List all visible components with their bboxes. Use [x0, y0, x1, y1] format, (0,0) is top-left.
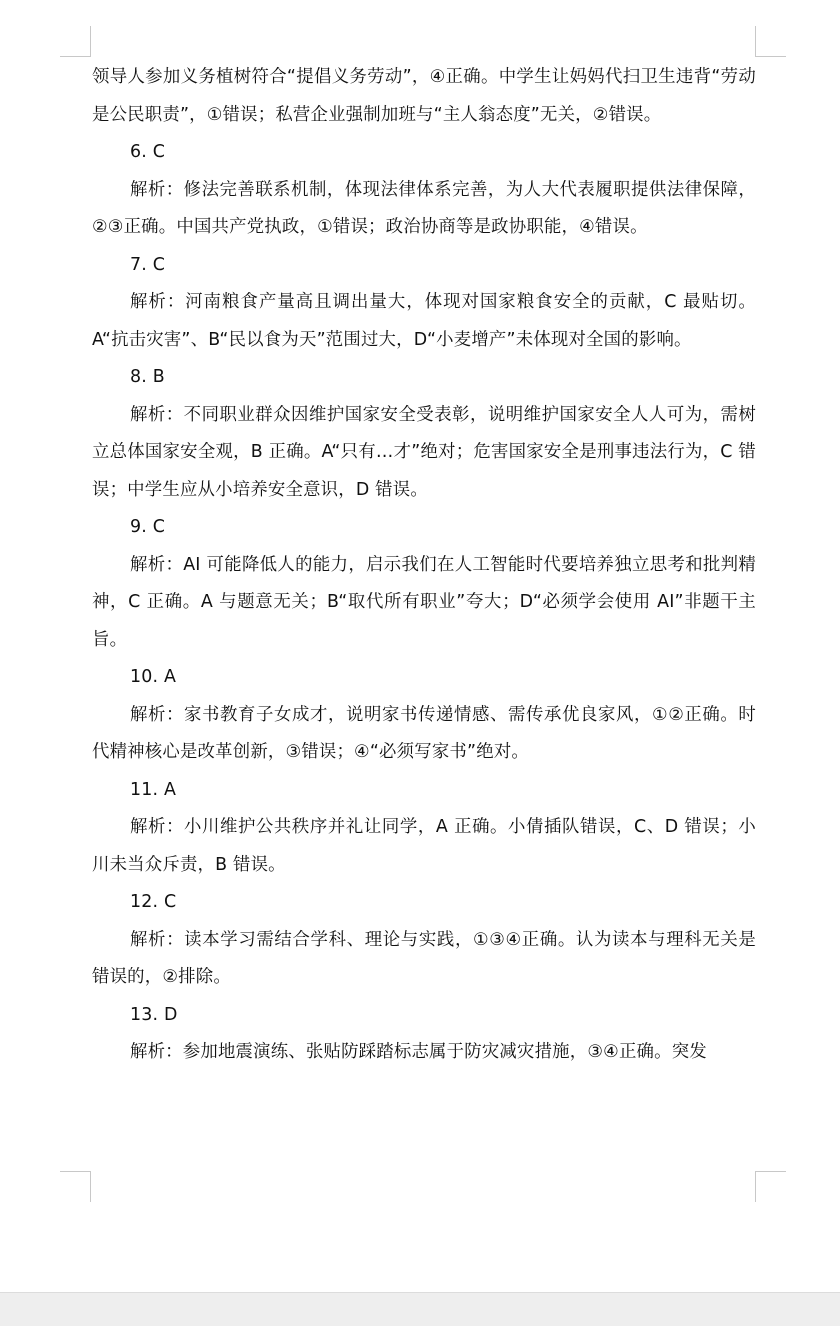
- answer-8: 8. B: [130, 367, 165, 387]
- explanation-10: 解析：家书教育子女成才，说明家书传递情感、需传承优良家风，①②正确。时代精神核心是改革创新，③错误；④“必须写家书”绝对。: [92, 704, 756, 762]
- crop-mark-top-right: [755, 26, 786, 57]
- page-body: [92, 59, 756, 1072]
- explanation-13: 解析：参加地震演练、张贴防踩踏标志属于防灾减灾措施，③④正确。突发: [130, 1042, 707, 1062]
- horizontal-scrollbar-track[interactable]: [0, 1292, 840, 1326]
- explanation-11: 解析：小川维护公共秩序并礼让同学，A 正确。小倩插队错误，C、D 错误；小川未当众斥责，B 错误。: [92, 817, 756, 875]
- crop-mark-bottom-left: [60, 1171, 91, 1202]
- explanation-12: 解析：读本学习需结合学科、理论与实践，①③④正确。认为读本与理科无关是错误的，②排除。: [92, 929, 756, 987]
- crop-mark-bottom-right: [755, 1171, 786, 1202]
- answer-12: 12. C: [130, 892, 177, 912]
- answer-7: 7. C: [130, 254, 166, 275]
- answer-11: 11. A: [130, 779, 177, 800]
- crop-mark-top-left: [60, 26, 91, 57]
- paragraph-continuation: 领导人参加义务植树符合“提倡义务劳动”，④正确。中学生让妈妈代扫卫生违背“劳动是公民职责”，①错误；私营企业强制加班与“主人翁态度”无关，②错误。: [92, 67, 756, 125]
- answer-9: 9. C: [130, 517, 166, 537]
- answer-6: 6. C: [130, 142, 166, 162]
- explanation-7: 解析：河南粮食产量高且调出量大，体现对国家粮食安全的贡献，C 最贴切。A“抗击灾害”、B“民以食为天”范围过大，D“小麦增产”未体现对全国的影响。: [92, 292, 756, 350]
- answer-13: 13. D: [130, 1004, 178, 1025]
- answer-10: 10. A: [130, 667, 177, 687]
- explanation-9: 解析：AI 可能降低人的能力，启示我们在人工智能时代要培养独立思考和批判精神，C 正确。A 与题意无关；B“取代所有职业”夸大；D“必须学会使用 AI”非题干主旨。: [92, 554, 756, 650]
- explanation-8: 解析：不同职业群众因维护国家安全受表彰，说明维护国家安全人人可为，需树立总体国家安全观，B 正确。A“只有…才”绝对；危害国家安全是刑事违法行为，C 错误；中学生应从小培养安全意识，D 错误。: [92, 404, 756, 500]
- explanation-6: 解析：修法完善联系机制，体现法律体系完善，为人大代表履职提供法律保障，②③正确。中国共产党执政，①错误；政治协商等是政协职能，④错误。: [92, 179, 756, 237]
